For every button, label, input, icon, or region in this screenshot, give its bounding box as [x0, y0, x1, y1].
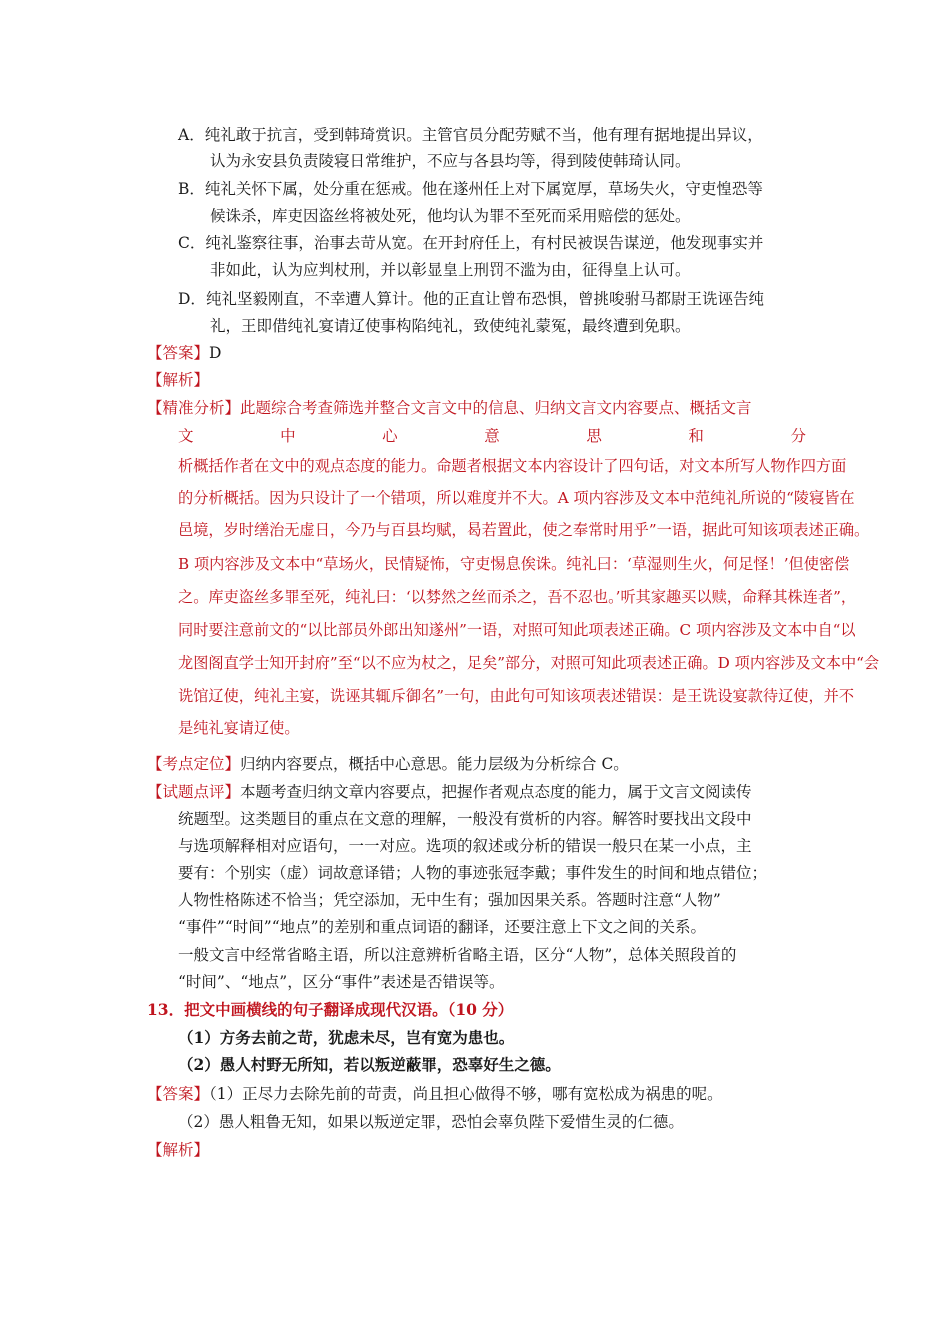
precise-body-line: 同时要注意前文的“以比部员外郎出知遂州”一语，对照可知此项表述正确。C 项内容涉及文本中自“以 — [178, 621, 856, 639]
precise-body-line: 的分析概括。因为只设计了一个错项，所以难度并不大。A 项内容涉及文本中范纯礼所说的“陵寝皆在 — [178, 489, 855, 507]
pingping-body-line: 统题型。这类题目的重点在文意的理解，一般没有赏析的内容。解答时要找出文段中 — [178, 810, 752, 828]
q12-pingping-line1: 【试题点评】本题考查归纳文章内容要点，把握作者观点态度的能力，属于文言文阅读传 — [147, 783, 752, 801]
pingping-body-line: 要有：个别实（虚）词故意译错；人物的事迹张冠李戴；事件发生的时间和地点错位； — [178, 864, 768, 882]
precise-body-line: 是纯礼宴请辽使。 — [178, 719, 300, 737]
pingping-body-line: “事件”“时间”“地点”的差别和重点词语的翻译，还要注意上下文之间的关系。 — [178, 918, 707, 936]
precise-body-line: 龙图阁直学士知开封府”至“以不应为杖之，足矣”部分，对照可知此项表述正确。D 项内容涉及文本中“会 — [178, 654, 880, 672]
option-a-line1: A．纯礼敢于抗言，受到韩琦赏识。主管官员分配劳赋不当，他有理有据地提出异议， — [178, 126, 763, 144]
option-d-line2: 礼，王即借纯礼宴请辽使事构陷纯礼，致使纯礼蒙冤，最终遭到免职。 — [210, 317, 691, 335]
pingping-body-line: 与选项解释相对应语句，一一对应。选项的叙述或分析的错误一般只在某一小点，主 — [178, 837, 752, 855]
precise-body-line: 邑境，岁时缮治无虚日，今乃与百县均赋，曷若置此，使之奉常时用乎”一语，据此可知该项表述正确。 — [178, 521, 870, 539]
q13-sentence-2: （2）愚人村野无所知，若以叛逆蔽罪，恐辜好生之德。 — [178, 1055, 561, 1074]
q13-analysis-tag: 【解析】 — [147, 1141, 210, 1159]
precise-body-line: 诜馆辽使，纯礼主宴，诜诬其辄斥御名”一句，由此句可知该项表述错误：是王诜设宴款待辽使，并不 — [178, 687, 855, 705]
q13-answer-2: （2）愚人粗鲁无知，如果以叛逆定罪，恐怕会辜负陛下爱惜生灵的仁德。 — [178, 1113, 684, 1131]
pingping-body-line: 人物性格陈述不恰当；凭空添加，无中生有；强加因果关系。答题时注意“人物” — [178, 891, 721, 909]
option-b-line1: B．纯礼关怀下属，处分重在惩戒。他在遂州任上对下属宽厚，草场失火，守吏惶恐等 — [178, 180, 763, 198]
pingping-body-line: “时间”、“地点”，区分“事件”表述是否错误等。 — [178, 973, 505, 991]
q12-precise-line1: 【精准分析】此题综合考查筛选并整合文言文中的信息、归纳文言文内容要点、概括文言 — [147, 399, 752, 417]
q13-title: 13．把文中画横线的句子翻译成现代汉语。（10 分） — [147, 1000, 514, 1019]
q12-precise-spread: 文 中 心 意 思 和 分 — [178, 427, 806, 445]
option-a-line2: 认为永安县负责陵寝日常维护，不应与各县均等，得到陵使韩琦认同。 — [210, 152, 691, 170]
option-c-line2: 非如此，认为应判杖刑，并以彰显皇上刑罚不滥为由，征得皇上认可。 — [210, 261, 691, 279]
option-b-line2: 候诛杀，库吏因盗丝将被处死，他均认为罪不至死而采用赔偿的惩处。 — [210, 207, 691, 225]
precise-body-line: 析概括作者在文中的观点态度的能力。命题者根据文本内容设计了四句话，对文本所写人物作四方面 — [178, 457, 847, 475]
q12-answer: 【答案】D — [147, 344, 222, 362]
q13-answer-1: 【答案】（1）正尽力去除先前的苛责，尚且担心做得不够，哪有宽松成为祸患的呢。 — [147, 1085, 723, 1103]
pingping-body-line: 一般文言中经常省略主语，所以注意辨析省略主语，区分“人物”，总体关照段首的 — [178, 946, 737, 964]
option-d-line1: D．纯礼坚毅刚直，不幸遭人算计。他的正直让曾布恐惧，曾挑唆驸马都尉王诜诬告纯 — [178, 290, 764, 308]
precise-body-line: 之。库吏盗丝多罪至死，纯礼曰：‘以棼然之丝而杀之，吾不忍也。’听其家趣买以赎，命释其株连者”， — [178, 588, 857, 606]
q13-sentence-1: （1）方务去前之苛，犹虑未尽，岂有宽为患也。 — [178, 1028, 515, 1047]
precise-body-line: B 项内容涉及文本中“草场火，民情疑怖，守吏惕息俟诛。纯礼曰：‘草湿则生火，何足怪！’但使密偿 — [178, 555, 850, 573]
option-c-line1: C．纯礼鉴察往事，治事去苛从宽。在开封府任上，有村民被误告谋逆，他发现事实并 — [178, 234, 764, 252]
q12-kaodian: 【考点定位】归纳内容要点，概括中心意思。能力层级为分析综合 C。 — [147, 755, 629, 773]
q12-analysis-tag: 【解析】 — [147, 371, 210, 389]
